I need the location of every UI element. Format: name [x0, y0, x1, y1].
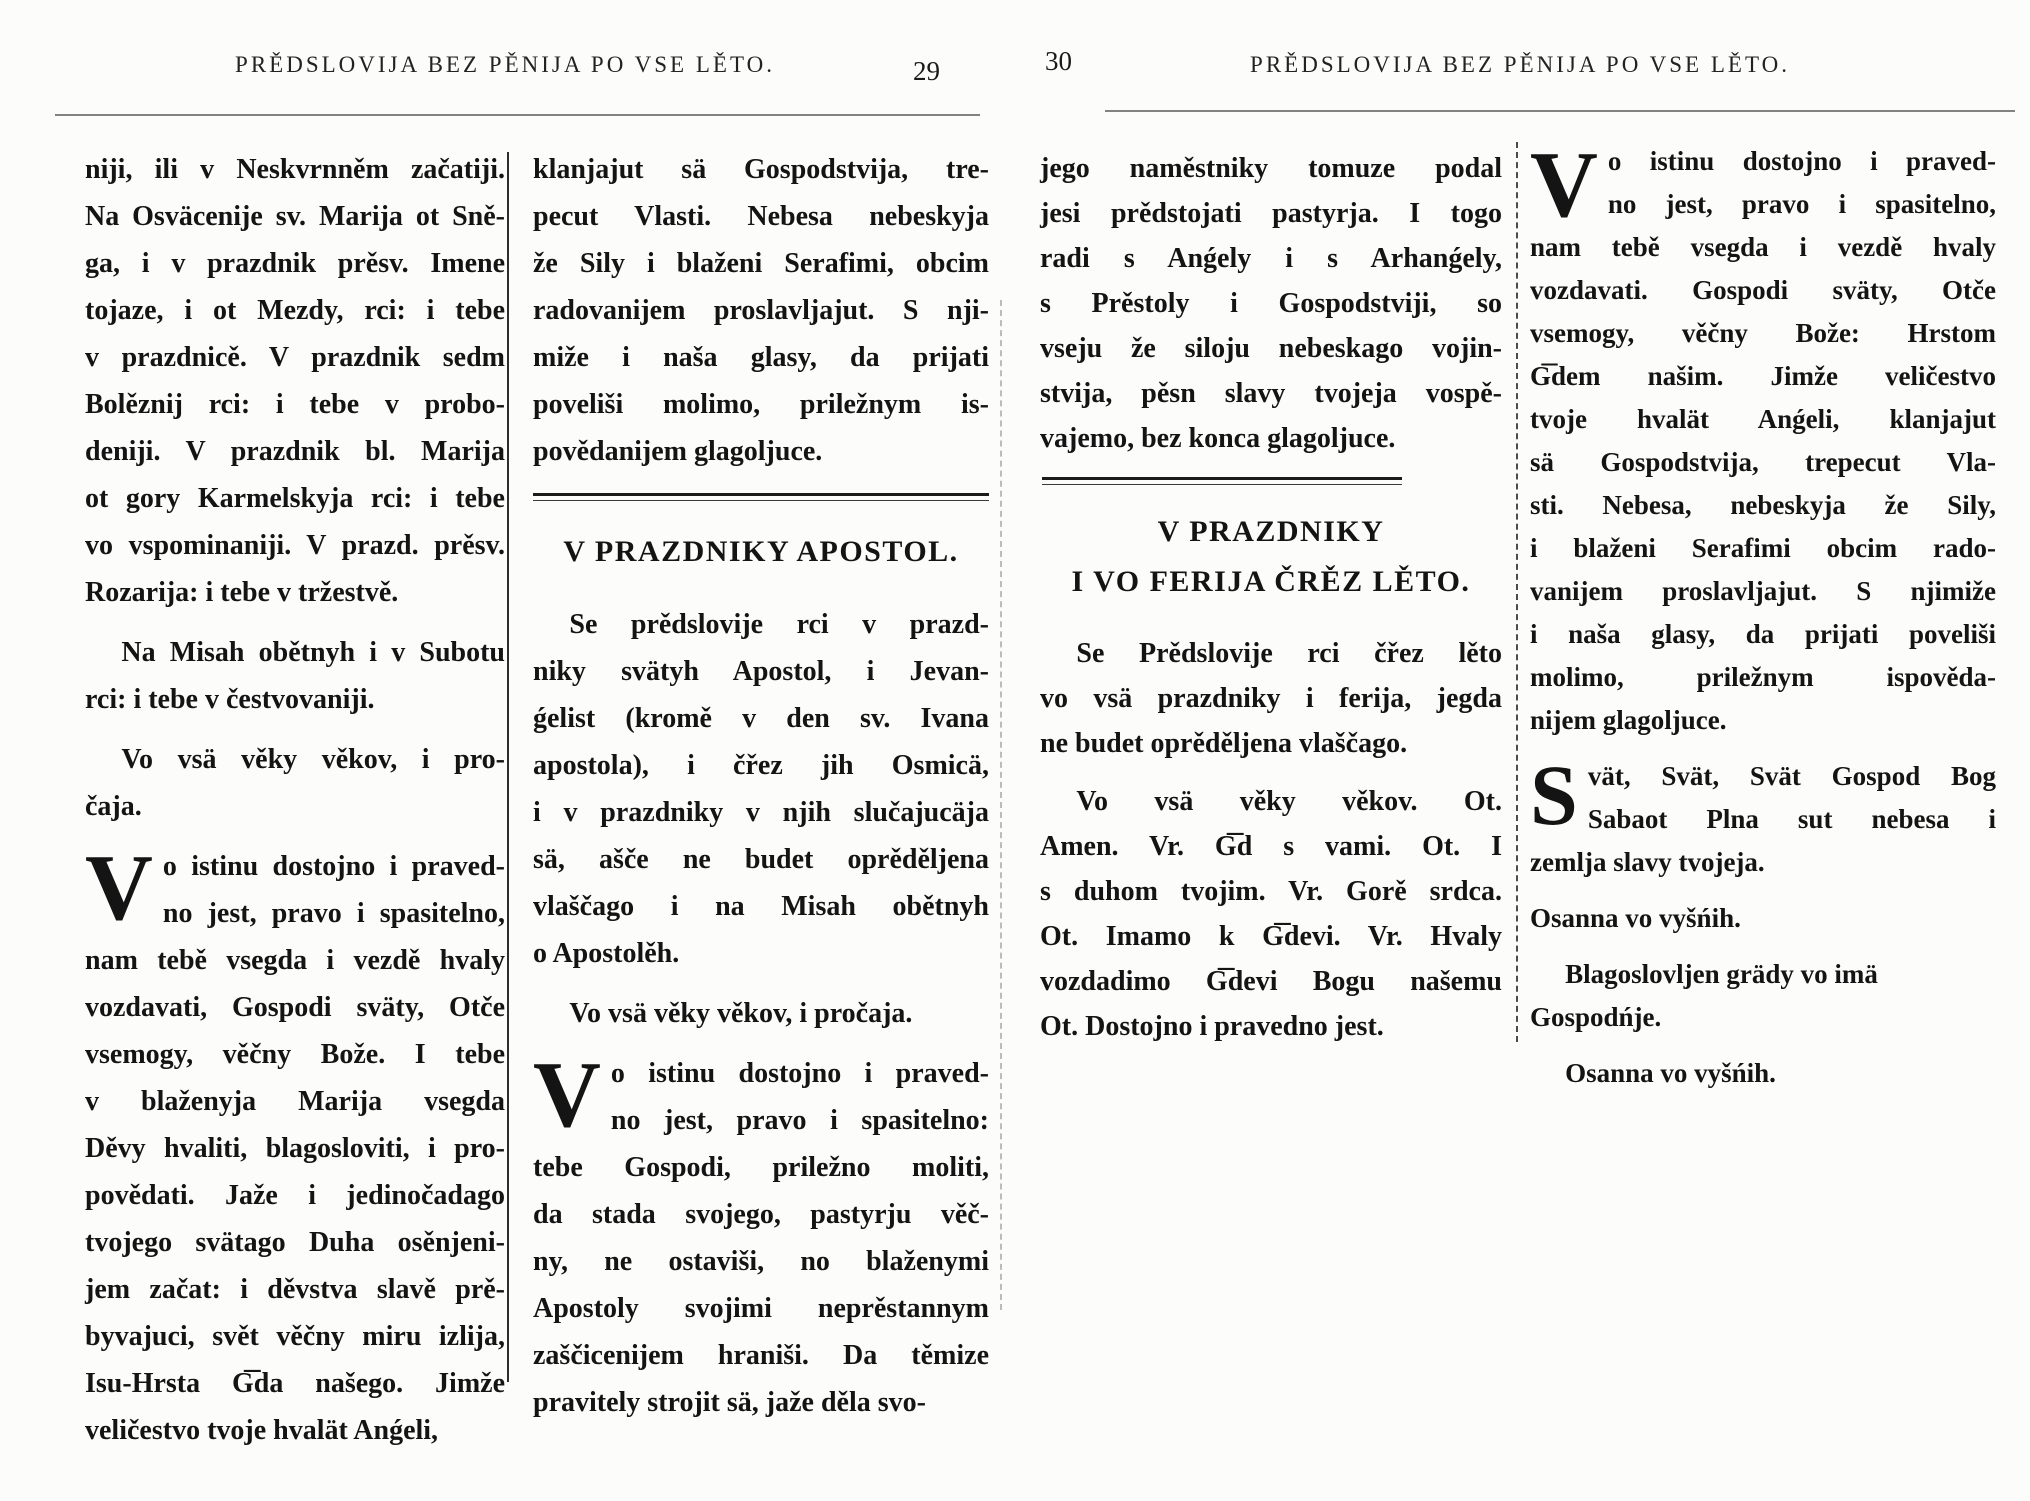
- text-line: jem začat: i děvstva slavě prě-: [85, 1274, 505, 1305]
- drop-cap-paragraph: [85, 836, 505, 1454]
- drop-cap-initial: V: [533, 1043, 601, 1147]
- text-line: Děvy hvaliti, blagosloviti, i pro-: [85, 1133, 505, 1164]
- paragraph: [85, 146, 505, 616]
- text-line: klanjajut sä Gospodstvija, tre-: [533, 154, 989, 185]
- column-left: [85, 146, 505, 1467]
- text-line: Se prědslovije rci v prazd-: [569, 609, 989, 640]
- text-line: o istinu dostojno i praved-: [162, 851, 505, 882]
- text-line: v blaženyja Marija vsegda: [85, 1086, 505, 1117]
- text-line: G͞dem našim. Jimže veličestvo: [1530, 361, 1996, 391]
- section-heading: [1040, 507, 1502, 607]
- text-line: i naša glasy, da prijati poveliši: [1530, 619, 1996, 649]
- text-line: tvojego svätago Duha osěnjeni-: [85, 1227, 505, 1258]
- text-line: tojaze, i ot Mezdy, rci: i tebe: [85, 295, 505, 326]
- text-line: Vo vsä věky věkov, i pročaja.: [569, 998, 913, 1029]
- text-line: tebe Gospodi, priležno moliti,: [533, 1152, 989, 1183]
- column-right: [1530, 133, 1996, 1108]
- text-line: vo vsä prazdniky i ferija, jegda: [1040, 683, 1502, 714]
- paragraph: [1530, 953, 1996, 1039]
- text-line: Isu-Hrsta G͞da našego. Jimže: [85, 1368, 505, 1399]
- text-line: i blaženi Serafimi obcim rado-: [1530, 533, 1996, 563]
- text-line: pravitely strojit sä, jaže děla svo-: [533, 1387, 926, 1418]
- text-line: povědanijem glagoljuce.: [533, 436, 823, 467]
- text-line: stvija, pěsn slavy tvojeja vospě-: [1040, 378, 1502, 409]
- text-line: Blagoslovljen grädy vo imä: [1565, 959, 1878, 989]
- text-line: niky svätyh Apostol, i Jevan-: [533, 656, 989, 687]
- text-line: miže i naša glasy, da prijati: [533, 342, 989, 373]
- text-line: vseju že siloju nebeskago vojin-: [1040, 333, 1502, 364]
- paragraph-body: [1530, 747, 1996, 884]
- paragraph: [85, 736, 505, 830]
- text-line: radi s Anǵely i s Arhanǵely,: [1040, 243, 1502, 274]
- paragraph: [533, 146, 989, 475]
- text-line: Apostoly svojimi neprěstannym: [533, 1293, 989, 1324]
- drop-cap-initial: V: [1530, 133, 1598, 237]
- text-line: vozdavati, Gospodi sväty, Otče: [85, 992, 505, 1023]
- text-line: i v prazdniky v njih slučajucäja: [533, 797, 989, 828]
- text-line: no jest, pravo i spasitelno:: [610, 1105, 989, 1136]
- text-line: jesi prědstojati pastyrja. I togo: [1040, 198, 1502, 229]
- running-title: PRĚDSLOVIJA BEZ PĚNIJA PO VSE LĚTO.: [1250, 52, 1790, 77]
- text-line: vanijem proslavljajut. S njimiže: [1530, 576, 1996, 606]
- column-divider-rule: [1516, 142, 1518, 1042]
- paragraph: [533, 601, 989, 977]
- text-line: Sabaot Plna sut nebesa i: [1587, 804, 1996, 834]
- section-rule: [1042, 477, 1402, 485]
- text-line: poveliši molimo, priležnym is-: [533, 389, 989, 420]
- text-line: čaja.: [85, 791, 142, 822]
- text-line: Vo vsä věky věkov. Ot.: [1076, 786, 1502, 817]
- text-line: povědati. Jaže i jedinočadago: [85, 1180, 505, 1211]
- running-title: PRĚDSLOVIJA BEZ PĚNIJA PO VSE LĚTO.: [235, 52, 775, 77]
- text-line: radovanijem proslavljajut. S nji-: [533, 295, 989, 326]
- page-number: 29: [913, 56, 940, 86]
- text-line: jego naměstniky tomuze podal: [1040, 153, 1502, 184]
- text-line: nam tebě vsegda i vezdě hvaly: [1530, 232, 1996, 262]
- page-30: [1010, 0, 2030, 1501]
- text-line: no jest, pravo i spasitelno,: [162, 898, 505, 929]
- paragraph: [533, 990, 989, 1037]
- drop-cap-initial: V: [85, 836, 153, 940]
- text-line: nam tebě vsegda i vezdě hvaly: [85, 945, 505, 976]
- text-line: s duhom tvojim. Vr. Gorě srdca.: [1040, 876, 1502, 907]
- text-line: o Apostolěh.: [533, 938, 680, 969]
- text-line: že Sily i blaženi Serafimi, obcim: [533, 248, 989, 279]
- paragraph: [1530, 1052, 1996, 1095]
- text-line: Osanna vo vyšńih.: [1530, 903, 1741, 933]
- page-edge-mark: [1000, 300, 1002, 1310]
- paragraph-body: [1530, 133, 1996, 742]
- text-line: niji, ili v Neskvrnněm začatiji.: [85, 154, 505, 185]
- text-line: ǵelist (kromě v den sv. Ivana: [533, 703, 989, 734]
- text-line: vozdadimo G͞devi Bogu našemu: [1040, 966, 1502, 997]
- text-line: Na Misah obětnyh i v Subotu: [121, 637, 505, 668]
- column-left: [1040, 146, 1502, 1062]
- column-right: [533, 146, 989, 1439]
- text-line: zemlja slavy tvojeja.: [1530, 847, 1765, 877]
- text-line: Vo vsä věky věkov, i pro-: [121, 744, 505, 775]
- text-line: s Prěstoly i Gospodstviji, so: [1040, 288, 1502, 319]
- text-line: no jest, pravo i spasitelno,: [1607, 189, 1996, 219]
- drop-cap-paragraph: [1530, 133, 1996, 742]
- drop-cap-paragraph: [533, 1043, 989, 1426]
- text-line: zaščicenijem hraniši. Da těmize: [533, 1340, 989, 1371]
- text-line: vsemogy, věčny Bože: Hrstom: [1530, 318, 1996, 348]
- section-rule: [533, 493, 989, 501]
- text-line: Osanna vo vyšńih.: [1565, 1058, 1776, 1088]
- text-line: vlaščago i na Misah obětnyh: [533, 891, 989, 922]
- text-line: ne budet oprěděljena vlaščago.: [1040, 728, 1408, 759]
- text-line: V PRAZDNIKY APOSTOL.: [563, 535, 959, 568]
- text-line: o istinu dostojno i praved-: [610, 1058, 989, 1089]
- text-line: pecut Vlasti. Nebesa nebeskyja: [533, 201, 989, 232]
- paragraph: [85, 629, 505, 723]
- section-heading: [533, 527, 989, 577]
- paragraph: [1530, 897, 1996, 940]
- text-line: I VO FERIJA ČRĚZ LĚTO.: [1071, 565, 1471, 598]
- text-line: ot gory Karmelskyja rci: i tebe: [85, 483, 505, 514]
- text-line: deniji. V prazdnik bl. Marija: [85, 436, 505, 467]
- text-line: vozdavati. Gospodi sväty, Otče: [1530, 275, 1996, 305]
- text-line: vsemogy, věčny Bože. I tebe: [85, 1039, 505, 1070]
- text-line: tvoje hvalät Anǵeli, klanjajut: [1530, 404, 1996, 434]
- text-line: byvajuci, svět věčny miru izlija,: [85, 1321, 505, 1352]
- header-rule: [1105, 110, 2015, 112]
- text-line: veličestvo tvoje hvalät Anǵeli,: [85, 1415, 439, 1446]
- text-line: V PRAZDNIKY: [1157, 515, 1385, 548]
- paragraph: [1040, 146, 1502, 461]
- text-line: sä Gospodstvija, trepecut Vla-: [1530, 447, 1996, 477]
- text-line: Gospodńje.: [1530, 1002, 1662, 1032]
- text-line: Amen. Vr. G͞d s vami. Ot. I: [1040, 831, 1502, 862]
- drop-cap-paragraph: [1530, 747, 1996, 884]
- text-line: vajemo, bez konca glagoljuce.: [1040, 423, 1396, 454]
- column-divider-rule: [507, 152, 509, 1382]
- text-line: Se Prědslovije rci čřez lěto: [1076, 638, 1502, 669]
- text-line: vo vspominaniji. V prazd. prěsv.: [85, 530, 505, 561]
- text-line: sti. Nebesa, nebeskyja že Sily,: [1530, 490, 1996, 520]
- text-line: sä, ašče ne budet oprěděljena: [533, 844, 989, 875]
- text-line: rci: i tebe v čestvovaniji.: [85, 684, 375, 715]
- text-line: apostola), i čřez jih Osmicä,: [533, 750, 989, 781]
- paragraph: [1040, 779, 1502, 1049]
- text-line: v prazdnicě. V prazdnik sedm: [85, 342, 505, 373]
- text-line: ga, i v prazdnik prěsv. Imene: [85, 248, 505, 279]
- text-line: Na Osväcenije sv. Marija ot Sně-: [85, 201, 505, 232]
- text-line: da stada svojego, pastyrju věč-: [533, 1199, 989, 1230]
- text-line: Ot. Imamo k G͞devi. Vr. Hvaly: [1040, 921, 1502, 952]
- page-number: 30: [1045, 46, 1072, 76]
- text-line: vät, Svät, Svät Gospod Bog: [1587, 761, 1996, 791]
- text-line: ny, ne ostaviši, no blaženymi: [533, 1246, 989, 1277]
- text-line: Rozarija: i tebe v tržestvě.: [85, 577, 399, 608]
- page-29: [0, 0, 1010, 1501]
- text-line: Ot. Dostojno i pravedno jest.: [1040, 1011, 1384, 1042]
- text-line: molimo, priležnym ispověda-: [1530, 662, 1996, 692]
- paragraph: [1040, 631, 1502, 766]
- header-rule: [55, 114, 980, 116]
- text-line: nijem glagoljuce.: [1530, 705, 1727, 735]
- drop-cap-initial: S: [1530, 747, 1578, 843]
- text-line: o istinu dostojno i praved-: [1607, 146, 1996, 176]
- text-line: Bolěznij rci: i tebe v probo-: [85, 389, 505, 420]
